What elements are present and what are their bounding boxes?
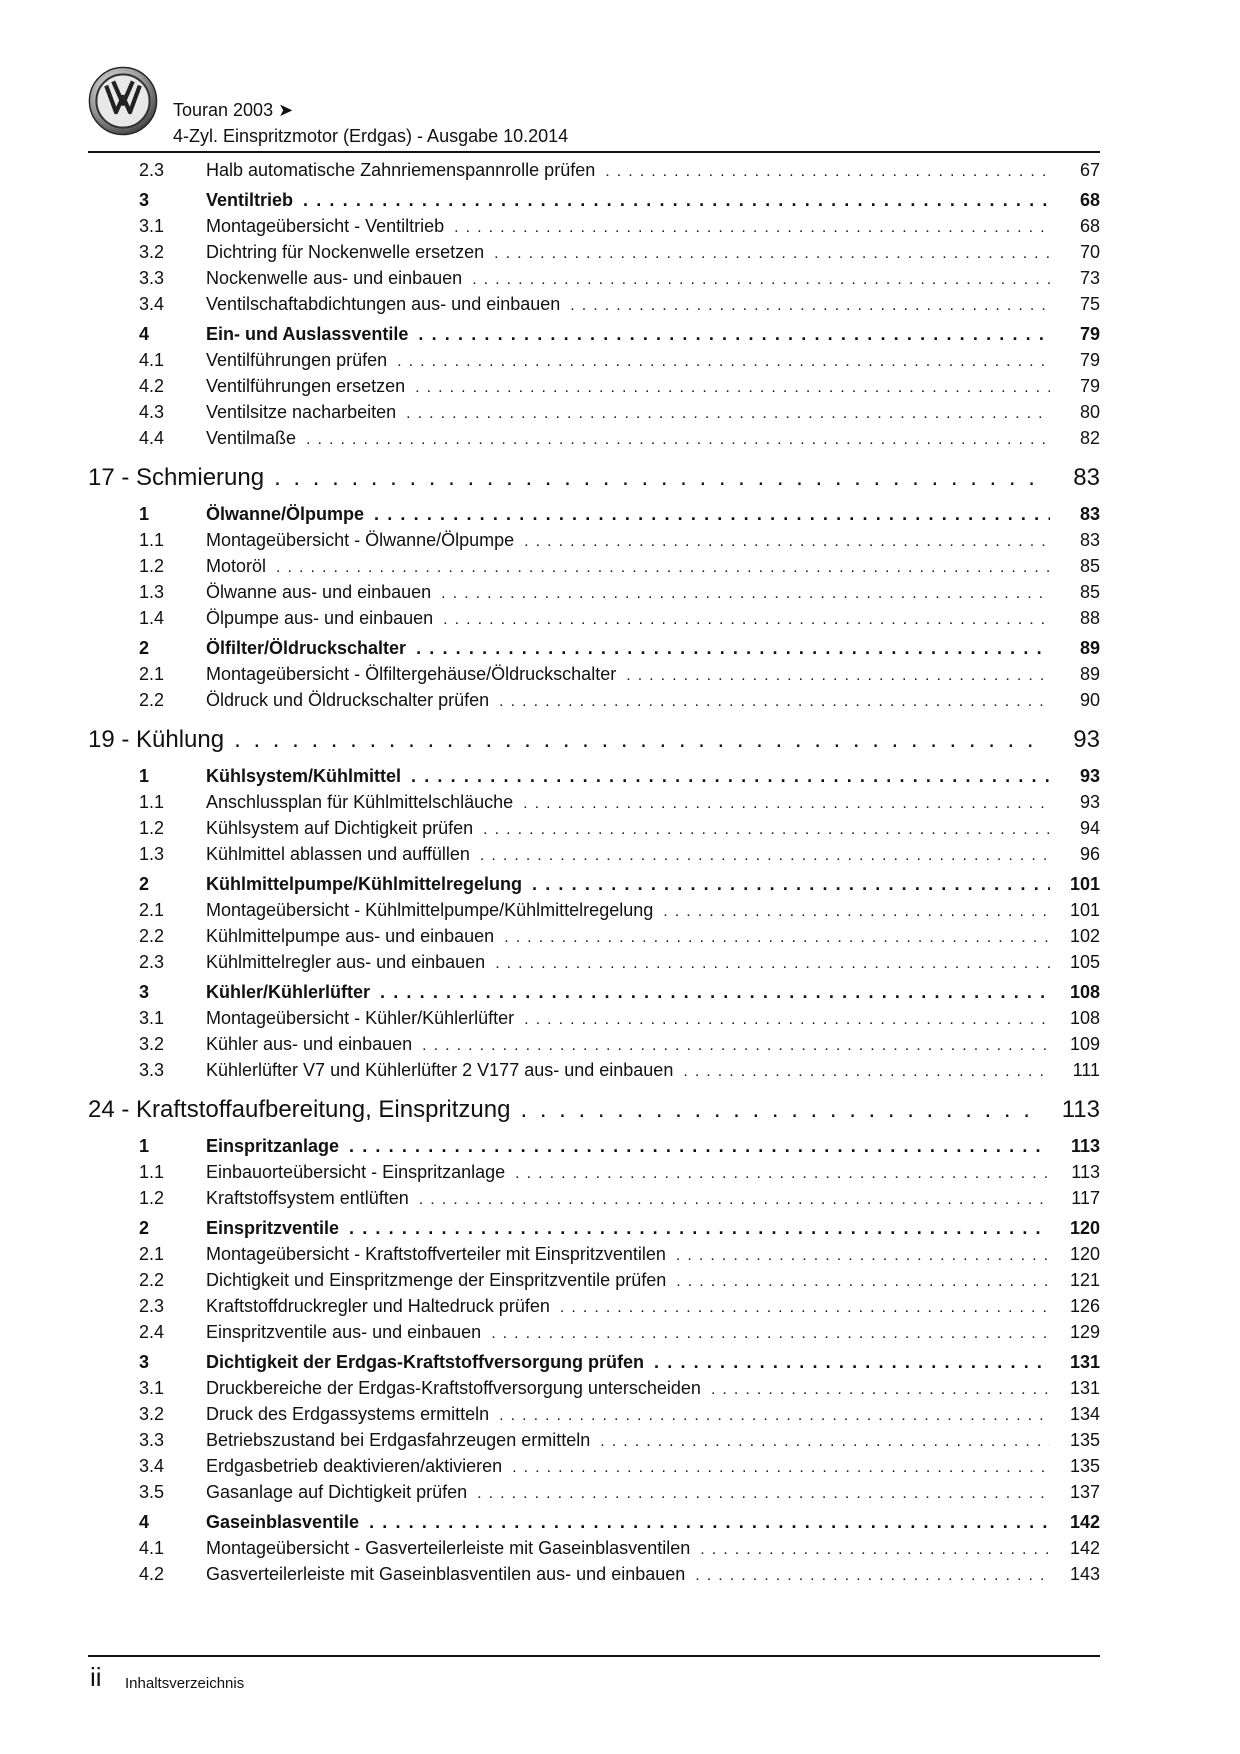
manual-subtitle: 4-Zyl. Einspritzmotor (Erdgas) - Ausgabe 10.2014 (173, 126, 569, 146)
toc-entry[interactable] (88, 1378, 1100, 1404)
toc-section[interactable] (88, 1512, 1100, 1538)
toc-number: 4.4 (139, 428, 165, 448)
toc-number: 3.4 (139, 1456, 165, 1476)
toc-number: 1.1 (139, 530, 165, 550)
toc-title: Montageübersicht - Ölfiltergehäuse/Öldruckschalter (206, 664, 617, 684)
toc-number: 3.3 (139, 268, 165, 288)
footer-divider (88, 1655, 1100, 1657)
toc-title: Dichtring für Nockenwelle ersetzen (206, 242, 485, 262)
toc-title: Dichtigkeit und Einspritzmenge der Einspritzventile prüfen (206, 1270, 667, 1290)
toc-number: 2 (139, 874, 150, 894)
toc-entry[interactable] (88, 1404, 1100, 1430)
toc-number: 4.1 (139, 350, 165, 370)
dot-leader (411, 766, 1050, 787)
toc-page-number: 67 (1079, 160, 1100, 180)
toc-page-number: 113 (1071, 1162, 1100, 1182)
dot-leader (477, 1485, 1050, 1503)
dot-leader (532, 874, 1050, 895)
toc-number: 1 (139, 504, 150, 524)
toc-title: Montageübersicht - Gasverteilerleiste mit Gaseinblasventilen (206, 1538, 691, 1558)
toc-page-number: 70 (1079, 242, 1100, 262)
toc-title: Erdgasbetrieb deaktivieren/aktivieren (206, 1456, 503, 1476)
dot-leader (683, 1063, 1050, 1081)
toc-page-number: 131 (1069, 1352, 1100, 1372)
toc-title: Ventilschaftabdichtungen aus- und einbauen (206, 294, 561, 314)
toc-entry[interactable] (88, 582, 1100, 608)
toc-page-number: 135 (1069, 1456, 1100, 1476)
toc-page-number: 143 (1069, 1564, 1100, 1584)
dot-leader (416, 638, 1050, 659)
toc-number: 3.3 (139, 1430, 165, 1450)
toc-number: 3.2 (139, 1404, 165, 1424)
dot-leader (369, 1512, 1050, 1533)
toc-title: Ein- und Auslassventile (206, 324, 409, 344)
toc-title: Ölwanne aus- und einbauen (206, 582, 432, 602)
toc-page-number: 142 (1069, 1512, 1100, 1532)
toc-title: Einspritzventile (206, 1218, 340, 1238)
toc-entry[interactable] (88, 350, 1100, 376)
toc-title: Kühlmittelregler aus- und einbauen (206, 952, 486, 972)
toc-entry[interactable] (88, 1034, 1100, 1060)
dot-leader (663, 903, 1050, 921)
toc-number: 3 (139, 1352, 150, 1372)
toc-entry[interactable] (88, 844, 1100, 870)
toc-title: Druckbereiche der Erdgas-Kraftstoffversorgung unterscheiden (206, 1378, 701, 1398)
dot-leader (512, 1459, 1050, 1477)
dot-leader (626, 667, 1050, 685)
toc-title: Kühlsystem/Kühlmittel (206, 766, 402, 786)
dot-leader (276, 559, 1050, 577)
toc-page-number: 113 (1070, 1136, 1100, 1156)
toc-title: Kühlerlüfter V7 und Kühlerlüfter 2 V177 aus- und einbauen (206, 1060, 674, 1080)
dot-leader (504, 929, 1050, 947)
toc-number: 3.3 (139, 1060, 165, 1080)
toc-number: 1.4 (139, 608, 165, 628)
toc-number: 3 (139, 982, 150, 1002)
toc-title: Kühler/Kühlerlüfter (206, 982, 371, 1002)
toc-title: Einspritzventile aus- und einbauen (206, 1322, 482, 1342)
toc-title: Ventilsitze nacharbeiten (206, 402, 397, 422)
dot-leader (520, 1096, 1042, 1124)
dot-leader (454, 219, 1050, 237)
toc-page-number: 135 (1069, 1430, 1100, 1450)
toc-page-number: 94 (1079, 818, 1100, 838)
dot-leader (422, 1037, 1050, 1055)
toc-entry[interactable] (88, 294, 1100, 320)
toc-entry[interactable] (88, 1270, 1100, 1296)
toc-title: Einspritzanlage (206, 1136, 340, 1156)
dot-leader (605, 163, 1050, 181)
toc-entry[interactable] (88, 216, 1100, 242)
toc-page-number: 102 (1069, 926, 1100, 946)
toc-page-number: 137 (1069, 1482, 1100, 1502)
toc-entry[interactable] (88, 1296, 1100, 1322)
toc-title: Ventilführungen ersetzen (206, 376, 406, 396)
toc-entry[interactable] (88, 556, 1100, 582)
toc-number: 4.2 (139, 1564, 165, 1584)
toc-entry[interactable] (88, 1322, 1100, 1348)
toc-number: 3.4 (139, 294, 165, 314)
toc-page-number: 79 (1079, 324, 1100, 344)
toc-number: 4.2 (139, 376, 165, 396)
toc-entry[interactable] (88, 376, 1100, 402)
toc-number: 1.3 (139, 582, 165, 602)
toc-entry[interactable] (88, 1430, 1100, 1456)
toc-entry[interactable] (88, 1538, 1100, 1564)
toc-page-number: 80 (1079, 402, 1100, 422)
toc-title: Montageübersicht - Kühlmittelpumpe/Kühlmittelregelung (206, 900, 654, 920)
dot-leader (483, 821, 1050, 839)
toc-page-number: 85 (1079, 556, 1100, 576)
dot-leader (523, 795, 1050, 813)
toc-number: 2.2 (139, 690, 165, 710)
dot-leader (306, 431, 1050, 449)
toc-page-number: 113 (1061, 1096, 1100, 1123)
toc-page-number: 93 (1073, 726, 1100, 753)
toc-page-number: 121 (1069, 1270, 1100, 1290)
toc-page-number: 93 (1079, 792, 1100, 812)
toc-title: Ventiltrieb (206, 190, 294, 210)
toc-section[interactable] (88, 982, 1100, 1008)
footer-label: Inhaltsverzeichnis (125, 1675, 245, 1692)
toc-entry[interactable] (88, 428, 1100, 454)
dot-leader (676, 1247, 1050, 1265)
dot-leader (654, 1352, 1050, 1373)
toc-page-number: 89 (1079, 664, 1100, 684)
dot-leader (406, 405, 1050, 423)
toc-page-number: 79 (1079, 350, 1100, 370)
toc-number: 4 (139, 324, 150, 344)
dot-leader (234, 726, 1042, 754)
toc-number: 2.3 (139, 952, 165, 972)
toc-page-number: 120 (1069, 1244, 1100, 1264)
toc-title: Öldruck und Öldruckschalter prüfen (206, 690, 490, 710)
toc-page-number: 68 (1079, 190, 1100, 210)
toc-page-number: 73 (1079, 268, 1100, 288)
manual-title: Touran 2003 ➤ (173, 100, 294, 120)
toc-entry[interactable] (88, 160, 1100, 186)
toc-page-number: 120 (1069, 1218, 1100, 1238)
toc-number: 4 (139, 1512, 150, 1532)
toc-page-number: 126 (1069, 1296, 1100, 1316)
dot-leader (600, 1433, 1050, 1451)
toc-chapter[interactable] (88, 1096, 1100, 1132)
toc-title: Dichtigkeit der Erdgas-Kraftstoffversorgung prüfen (206, 1352, 645, 1372)
toc-number: 2.1 (139, 900, 165, 920)
toc-entry[interactable] (88, 1008, 1100, 1034)
toc-entry[interactable] (88, 1060, 1100, 1086)
toc-entry[interactable] (88, 1188, 1100, 1214)
toc-page-number: 109 (1069, 1034, 1100, 1054)
toc-entry[interactable] (88, 242, 1100, 268)
toc-page-number: 129 (1069, 1322, 1100, 1342)
toc-page-number: 111 (1072, 1060, 1100, 1080)
page-number: ii (90, 1662, 102, 1692)
toc-page-number: 108 (1069, 1008, 1100, 1028)
dot-leader (570, 297, 1050, 315)
dot-leader (349, 1218, 1050, 1239)
toc-page-number: 131 (1069, 1378, 1100, 1398)
toc-number: 1.2 (139, 1188, 165, 1208)
dot-leader (560, 1299, 1050, 1317)
toc-number: 3.1 (139, 1008, 165, 1028)
toc-entry[interactable] (88, 952, 1100, 978)
toc-page-number: 134 (1069, 1404, 1100, 1424)
dot-leader (499, 1407, 1050, 1425)
toc-page-number: 75 (1079, 294, 1100, 314)
toc-entry[interactable] (88, 664, 1100, 690)
toc-page-number: 89 (1079, 638, 1100, 658)
dot-leader (515, 1165, 1050, 1183)
dot-leader (524, 1011, 1050, 1029)
toc-title: Montageübersicht - Kühler/Kühlerlüfter (206, 1008, 515, 1028)
toc-section[interactable] (88, 1136, 1100, 1162)
toc-page-number: 142 (1069, 1538, 1100, 1558)
dot-leader (499, 693, 1050, 711)
dot-leader (480, 847, 1050, 865)
toc-page-number: 83 (1079, 504, 1100, 524)
toc-number: 1 (139, 1136, 150, 1156)
toc-page-number: 105 (1069, 952, 1100, 972)
toc-title: Montageübersicht - Ölwanne/Ölpumpe (206, 530, 515, 550)
toc-number: 1.1 (139, 1162, 165, 1182)
toc-entry[interactable] (88, 1244, 1100, 1270)
toc-section[interactable] (88, 874, 1100, 900)
dot-leader (700, 1541, 1050, 1559)
toc-title: Kraftstoffdruckregler und Haltedruck prüfen (206, 1296, 550, 1316)
toc-page-number: 101 (1069, 874, 1100, 894)
toc-number: 3.2 (139, 1034, 165, 1054)
toc-section[interactable] (88, 190, 1100, 216)
dot-leader (418, 324, 1050, 345)
toc-title: Druck des Erdgassystems ermitteln (206, 1404, 490, 1424)
dot-leader (274, 464, 1042, 492)
toc-chapter[interactable] (88, 726, 1100, 762)
toc-page-number: 108 (1069, 982, 1100, 1002)
dot-leader (441, 585, 1050, 603)
toc-page-number: 83 (1079, 530, 1100, 550)
dot-leader (443, 611, 1050, 629)
toc-entry[interactable] (88, 1482, 1100, 1508)
dot-leader (374, 504, 1050, 525)
dot-leader (676, 1273, 1050, 1291)
dot-leader (494, 245, 1050, 263)
toc-page-number: 79 (1079, 376, 1100, 396)
toc-title: Kraftstoffsystem entlüften (206, 1188, 409, 1208)
toc-entry[interactable] (88, 1564, 1100, 1590)
toc-title: Kühlmittel ablassen und auffüllen (206, 844, 470, 864)
toc-title: Kühler aus- und einbauen (206, 1034, 413, 1054)
toc-title: Ölfilter/Öldruckschalter (206, 638, 407, 658)
toc-page-number: 96 (1079, 844, 1100, 864)
dot-leader (711, 1381, 1050, 1399)
toc-page-number: 117 (1071, 1188, 1100, 1208)
header-divider (88, 151, 1100, 153)
toc-title: Kühlmittelpumpe aus- und einbauen (206, 926, 495, 946)
toc-title: Gaseinblasventile (206, 1512, 360, 1532)
toc-number: 1.1 (139, 792, 165, 812)
toc-title: Gasanlage auf Dichtigkeit prüfen (206, 1482, 468, 1502)
toc-entry[interactable] (88, 1162, 1100, 1188)
dot-leader (415, 379, 1050, 397)
dot-leader (397, 353, 1050, 371)
toc-number: 2 (139, 638, 150, 658)
toc-title: Halb automatische Zahnriemenspannrolle prüfen (206, 160, 596, 180)
toc-number: 3.5 (139, 1482, 165, 1502)
toc-entry[interactable] (88, 530, 1100, 556)
toc-section[interactable] (88, 1352, 1100, 1378)
toc-title: Kühlmittelpumpe/Kühlmittelregelung (206, 874, 523, 894)
toc-number: 2.4 (139, 1322, 165, 1342)
toc-page-number: 93 (1079, 766, 1100, 786)
toc-title: Gasverteilerleiste mit Gaseinblasventilen aus- und einbauen (206, 1564, 686, 1584)
toc-entry[interactable] (88, 268, 1100, 294)
toc-number: 2.2 (139, 926, 165, 946)
toc-entry[interactable] (88, 792, 1100, 818)
toc-title: Anschlussplan für Kühlmittelschläuche (206, 792, 514, 812)
toc-number: 1.3 (139, 844, 165, 864)
toc-entry[interactable] (88, 690, 1100, 716)
dot-leader (380, 982, 1050, 1003)
toc-title: 17 - Schmierung (88, 464, 265, 491)
dot-leader (419, 1191, 1050, 1209)
toc-title: Montageübersicht - Ventiltrieb (206, 216, 445, 236)
toc-title: Nockenwelle aus- und einbauen (206, 268, 463, 288)
toc-title: 19 - Kühlung (88, 726, 225, 753)
toc-number: 2 (139, 1218, 150, 1238)
toc-section[interactable] (88, 324, 1100, 350)
toc-section[interactable] (88, 638, 1100, 664)
toc-number: 3.1 (139, 216, 165, 236)
toc-page-number: 82 (1079, 428, 1100, 448)
toc-title: 24 - Kraftstoffaufbereitung, Einspritzung (88, 1096, 511, 1123)
toc-entry[interactable] (88, 1456, 1100, 1482)
toc-page-number: 83 (1073, 464, 1100, 491)
page-header (88, 66, 1100, 152)
toc-page-number: 68 (1079, 216, 1100, 236)
dot-leader (495, 955, 1050, 973)
toc-number: 3 (139, 190, 150, 210)
toc-page-number: 88 (1079, 608, 1100, 628)
toc-number: 4.3 (139, 402, 165, 422)
toc-page-number: 90 (1079, 690, 1100, 710)
toc-number: 4.1 (139, 1538, 165, 1558)
toc-title: Betriebszustand bei Erdgasfahrzeugen ermitteln (206, 1430, 591, 1450)
toc-entry[interactable] (88, 402, 1100, 428)
dot-leader (349, 1136, 1050, 1157)
toc-title: Motoröl (206, 556, 267, 576)
toc-chapter[interactable] (88, 464, 1100, 500)
toc-title: Kühlsystem auf Dichtigkeit prüfen (206, 818, 474, 838)
toc-title: Ventilmaße (206, 428, 297, 448)
toc-number: 1.2 (139, 818, 165, 838)
dot-leader (695, 1567, 1050, 1585)
toc-number: 2.2 (139, 1270, 165, 1290)
toc-section[interactable] (88, 504, 1100, 530)
toc-number: 1.2 (139, 556, 165, 576)
toc-title: Ölwanne/Ölpumpe (206, 504, 365, 524)
table-of-contents (88, 160, 1100, 1590)
toc-title: Einbauorteübersicht - Einspritzanlage (206, 1162, 506, 1182)
toc-number: 2.1 (139, 664, 165, 684)
toc-number: 3.1 (139, 1378, 165, 1398)
toc-title: Ventilführungen prüfen (206, 350, 388, 370)
toc-entry[interactable] (88, 900, 1100, 926)
toc-title: Ölpumpe aus- und einbauen (206, 608, 434, 628)
vw-logo-icon (88, 66, 158, 136)
toc-number: 2.3 (139, 160, 165, 180)
dot-leader (491, 1325, 1050, 1343)
dot-leader (472, 271, 1050, 289)
toc-title: Montageübersicht - Kraftstoffverteiler mit Einspritzventilen (206, 1244, 666, 1264)
toc-number: 1 (139, 766, 150, 786)
toc-entry[interactable] (88, 818, 1100, 844)
toc-entry[interactable] (88, 608, 1100, 634)
toc-entry[interactable] (88, 926, 1100, 952)
dot-leader (524, 533, 1050, 551)
toc-page-number: 101 (1069, 900, 1100, 920)
dot-leader (303, 190, 1050, 211)
toc-page-number: 85 (1079, 582, 1100, 602)
toc-section[interactable] (88, 766, 1100, 792)
toc-number: 2.1 (139, 1244, 165, 1264)
toc-number: 2.3 (139, 1296, 165, 1316)
toc-number: 3.2 (139, 242, 165, 262)
toc-section[interactable] (88, 1218, 1100, 1244)
